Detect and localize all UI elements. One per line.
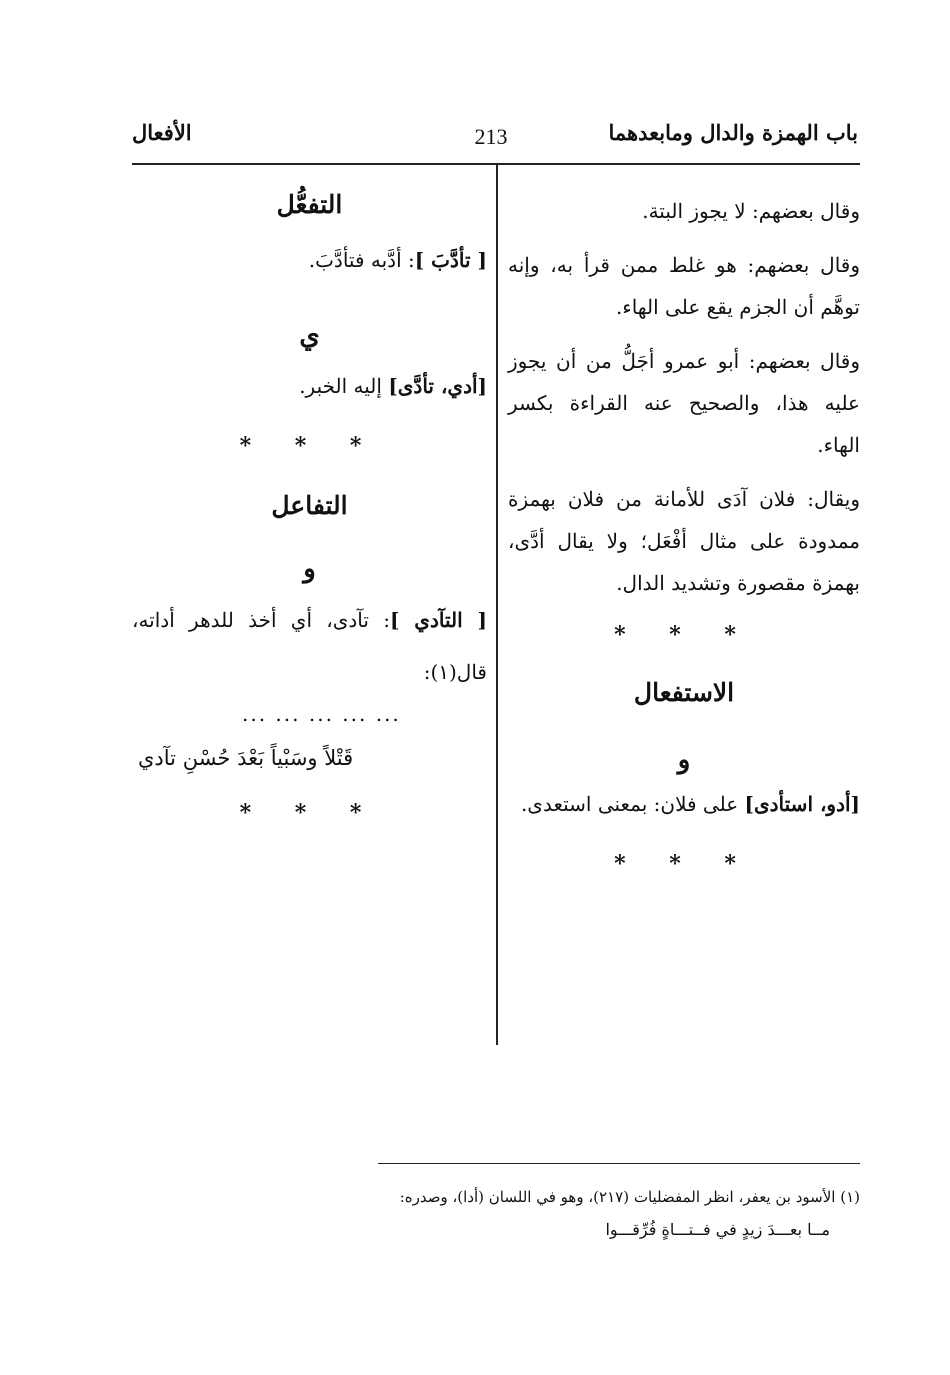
headword: [أدو، استأدى] xyxy=(744,792,860,816)
footnote-verse: مــا بعـــدَ زيدٍ في فــتـــاةٍ فُرِّقـــوا xyxy=(605,1220,830,1239)
section-heading: الاستفعال xyxy=(633,678,735,707)
definition: إليه الخبر. xyxy=(299,374,389,398)
section-separator: * * * xyxy=(239,800,380,826)
section-separator: * * * xyxy=(614,851,754,877)
paragraph xyxy=(132,594,487,698)
section-heading: التفعُّل xyxy=(276,190,343,219)
section-separator: * * * xyxy=(239,433,380,459)
headword: [أدي، تأدَّى] xyxy=(388,374,487,398)
headword: [ تأدَّبَ ] xyxy=(414,248,487,272)
paragraph: وقال بعضهم: هو غلط ممن قرأ به، وإنه توهَّم أن الجزم يقع على الهاء. xyxy=(508,253,860,319)
chapter-title: باب الهمزة والدال ومابعدهما xyxy=(608,120,858,145)
section-title: الأفعال xyxy=(132,120,192,145)
definition: : أدَّبه فتأدَّبَ. xyxy=(308,248,415,272)
page-number: 213 xyxy=(474,124,508,149)
section-heading: التفاعل xyxy=(271,491,348,520)
root-letter-heading: ي xyxy=(299,321,320,351)
paragraph: وقال بعضهم: لا يجوز البتة. xyxy=(642,199,860,223)
verse-line: قَتْلاً وسَبْياً بَعْدَ حُسْنِ تآدي xyxy=(138,746,354,770)
footnote-rule xyxy=(378,1163,860,1164)
paragraph xyxy=(132,365,487,407)
root-letter-heading: و xyxy=(303,554,316,584)
column-divider xyxy=(496,165,498,1045)
left-column xyxy=(132,190,487,826)
paragraph: وقال بعضهم: أبو عمرو أجَلُّ من أن يجوز عليه هذا، والصحيح عنه القراءة بكسر الهاء. xyxy=(508,349,860,457)
root-letter-heading: و xyxy=(677,745,691,775)
definition: : تآدى، أي أخذ للدهر أداته، قال(١): xyxy=(132,608,487,684)
footnote-line: (١) الأسود بن يعفر، انظر المفضليات (٢١٧)، وهو في اللسان (أدا)، وصدره: xyxy=(399,1188,860,1206)
paragraph xyxy=(132,239,487,281)
paragraph xyxy=(508,783,860,825)
right-column xyxy=(508,190,860,877)
verse-ellipsis: ... ... ... ... ... xyxy=(242,702,401,726)
paragraph: ويقال: فلان آدَى للأمانة من فلان بهمزة ممدودة على مثال أفْعَل؛ ولا يقال أدَّى، بهمزة مقصورة وتشديد الدال. xyxy=(508,487,860,595)
headword: [ التآدي ] xyxy=(389,608,487,632)
definition: على فلان: بمعنى استعدى. xyxy=(520,792,745,816)
section-separator: * * * xyxy=(614,622,754,648)
